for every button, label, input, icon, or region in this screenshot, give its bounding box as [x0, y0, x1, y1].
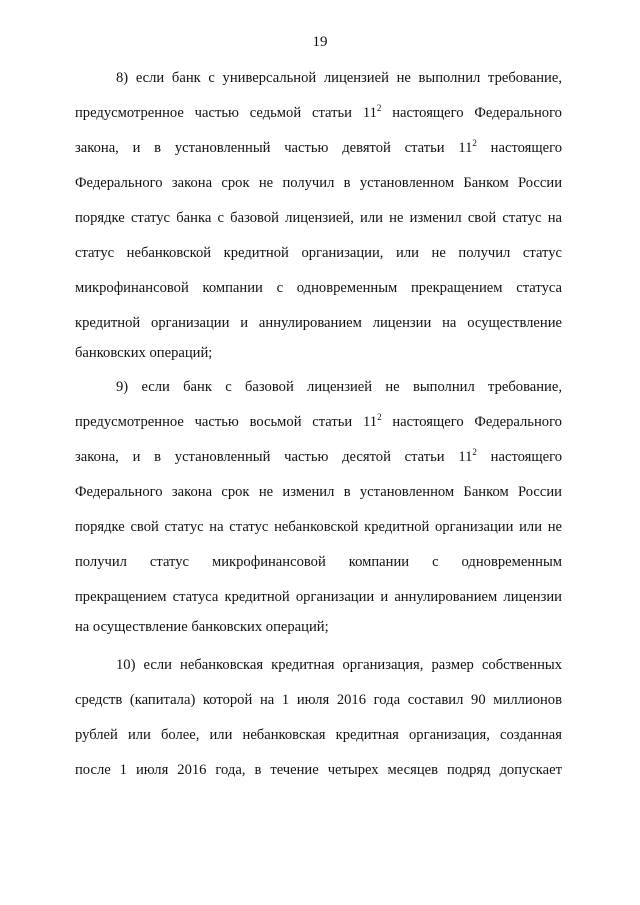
text-line: рублей или более, или небанковская кредитная организация, созданная [75, 727, 562, 743]
text-line: порядке свой статус на статус небанковской кредитной организации или не [75, 519, 562, 535]
text-line: 9) если банк с базовой лицензией не выполнил требование, [116, 379, 562, 395]
page-number: 19 [312, 34, 328, 50]
superscript: 2 [377, 412, 382, 422]
text-line: предусмотренное частью восьмой статьи $11^2$ настоящего Федерального [75, 412, 562, 430]
text-line: кредитной организации и аннулированием лицензии на осуществление [75, 315, 562, 331]
text-line: предусмотренное частью седьмой статьи $11^2$ настоящего Федерального [75, 103, 562, 121]
text-line: получил статус микрофинансовой компании с одновременным [75, 554, 562, 570]
text-line: закона, и в установленный частью девятой статьи $11^2$ настоящего [75, 138, 562, 156]
text-line: статус небанковской кредитной организации, или не получил статус [75, 245, 562, 261]
superscript: 2 [472, 447, 477, 457]
text-line: 10) если небанковская кредитная организация, размер собственных [116, 657, 562, 673]
text-line: после 1 июля 2016 года, в течение четырех месяцев подряд допускает [75, 762, 562, 778]
superscript: 2 [376, 103, 382, 113]
text-line: микрофинансовой компании с одновременным прекращением статуса [75, 280, 562, 296]
text-line: средств (капитала) которой на 1 июля 2016 года составил 90 миллионов [75, 692, 562, 708]
text-line: прекращением статуса кредитной организации и аннулированием лицензии [75, 589, 562, 605]
text-line: на осуществление банковских операций; [75, 619, 329, 635]
text-line: Федерального закона срок не получил в установленном Банком России [75, 175, 562, 191]
text-line: Федерального закона срок не изменил в установленном Банком России [75, 484, 562, 500]
superscript: 2 [472, 138, 477, 148]
text-line: банковских операций; [75, 345, 213, 361]
text-line: 8) если банк с универсальной лицензией не выполнил требование, [116, 70, 562, 86]
text-line: закона, и в установленный частью десятой статьи $11^2$ настоящего [75, 447, 562, 465]
text-line: порядке статус банка с базовой лицензией, или не изменил свой статус на [75, 210, 562, 226]
